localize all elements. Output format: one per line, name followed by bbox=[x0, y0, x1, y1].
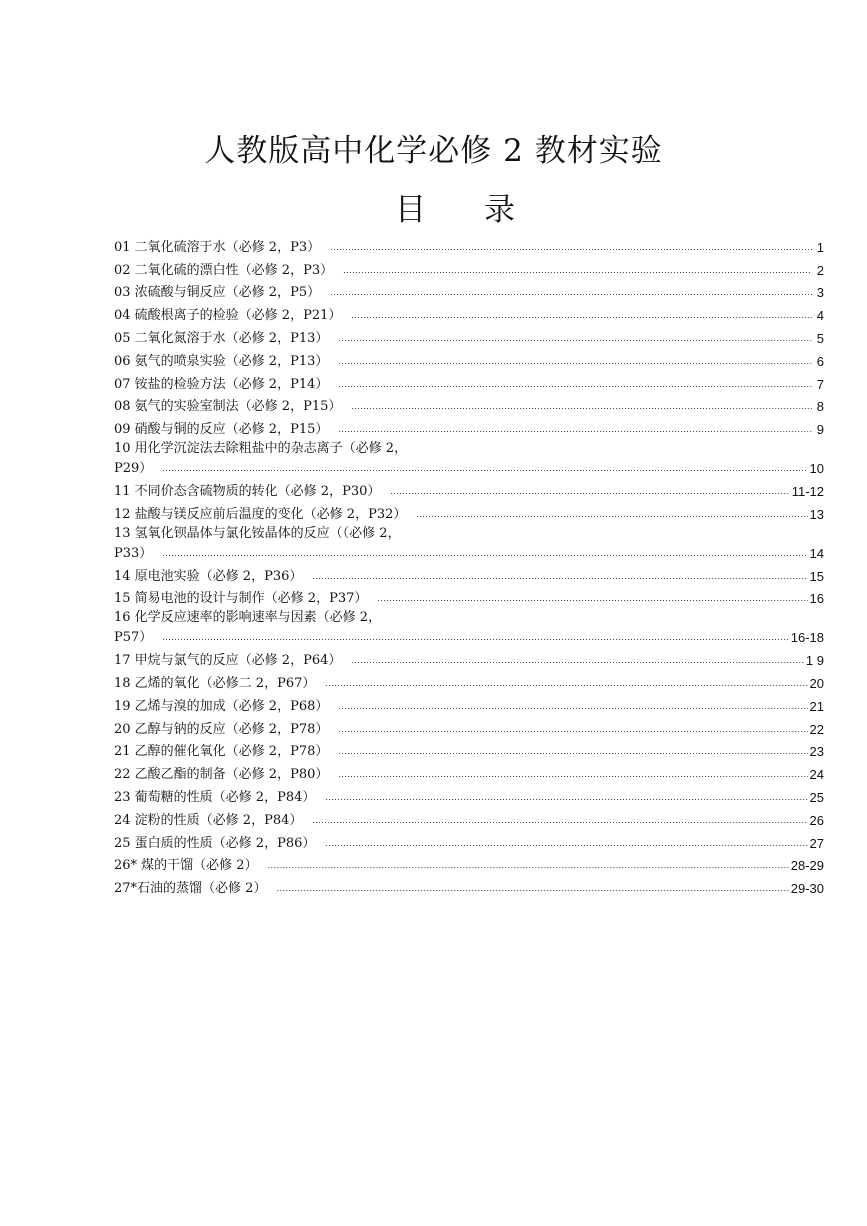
toc-heading-left: 目 bbox=[395, 192, 426, 228]
dot-leader bbox=[276, 884, 788, 896]
toc-entry-page-number: 2 bbox=[816, 262, 824, 278]
dot-leader bbox=[351, 311, 812, 323]
toc-entry-label-line1: 16 化学反应速率的影响速率与因素（必修 2， bbox=[114, 610, 382, 626]
dot-leader bbox=[330, 288, 812, 300]
dot-leader bbox=[390, 487, 789, 499]
toc-entry-label: 03 浓硫酸与铜反应（必修 2，P5） bbox=[114, 285, 321, 301]
toc-entry[interactable] bbox=[114, 323, 826, 346]
toc-entry[interactable] bbox=[114, 369, 826, 392]
dot-leader bbox=[162, 633, 788, 645]
dot-leader bbox=[351, 402, 812, 414]
dot-leader bbox=[416, 510, 807, 522]
dot-leader bbox=[338, 380, 812, 392]
dot-leader bbox=[338, 425, 812, 437]
toc-entry[interactable] bbox=[114, 759, 826, 782]
toc-entry-page-number: 23 bbox=[809, 744, 824, 760]
toc-entry-page-number: 26 bbox=[809, 812, 824, 828]
toc-entry[interactable] bbox=[114, 828, 826, 851]
toc-entry-label-line1: 13 氢氧化钡晶体与氯化铵晶体的反应（（必修 2， bbox=[114, 525, 401, 541]
toc-entry[interactable] bbox=[114, 606, 826, 645]
toc-entry-label: P33） bbox=[114, 545, 153, 561]
toc-entry[interactable] bbox=[114, 392, 826, 415]
toc-entry-label-line1: 10 用化学沉淀法去除粗盐中的杂志离子（必修 2， bbox=[114, 441, 408, 457]
page-title: 人教版高中化学必修 2 教材实验 bbox=[204, 132, 663, 169]
toc-entry-page-number: 20 bbox=[809, 675, 824, 691]
dot-leader bbox=[338, 334, 812, 346]
toc-entry[interactable] bbox=[114, 414, 826, 437]
toc-entry[interactable] bbox=[114, 476, 826, 499]
toc-entry-label: 21 乙醇的催化氧化（必修 2，P78） bbox=[114, 744, 329, 760]
toc-entry-label: 14 原电池实验（必修 2，P36） bbox=[114, 568, 303, 584]
dot-leader bbox=[162, 549, 807, 561]
toc-entry-label: 15 简易电池的设计与制作（必修 2，P37） bbox=[114, 591, 368, 607]
toc-entry-page-number: 16-18 bbox=[790, 630, 824, 646]
toc-entry-label: 23 葡萄糖的性质（必修 2，P84） bbox=[114, 789, 316, 805]
toc-entry-page-number: 11-12 bbox=[791, 483, 824, 499]
toc-entry[interactable] bbox=[114, 782, 826, 805]
dot-leader bbox=[377, 594, 807, 606]
toc-heading-right: 录 bbox=[484, 192, 515, 228]
toc-entry[interactable] bbox=[114, 232, 826, 255]
toc-entry-page-number: 4 bbox=[816, 308, 824, 324]
dot-leader bbox=[312, 572, 807, 584]
toc-entry-label: 09 硝酸与铜的反应（必修 2，P15） bbox=[114, 422, 329, 438]
toc-entry-page-number: 28-29 bbox=[790, 858, 824, 874]
toc-entry-page-number: 1 bbox=[816, 239, 824, 255]
toc-entry-label: 18 乙烯的氧化（必修二 2，P67） bbox=[114, 675, 316, 691]
toc-entry-label: 01 二氧化硫溶于水（必修 2，P3） bbox=[114, 239, 321, 255]
toc-entry-label: 26* 煤的干馏（必修 2） bbox=[114, 858, 258, 874]
toc-entry-page-number: 25 bbox=[809, 789, 824, 805]
toc-entry-page-number: 21 bbox=[809, 698, 824, 714]
toc-entry-page-number: 6 bbox=[816, 353, 824, 369]
toc-entry-label: 17 甲烷与氯气的反应（必修 2，P64） bbox=[114, 653, 342, 669]
toc-entry-label: 24 淀粉的性质（必修 2，P84） bbox=[114, 812, 303, 828]
toc-heading bbox=[0, 184, 867, 229]
toc-entry[interactable] bbox=[114, 737, 826, 760]
toc-entry[interactable] bbox=[114, 645, 826, 668]
dot-leader bbox=[338, 702, 807, 714]
toc-entry-label: 07 铵盐的检验方法（必修 2，P14） bbox=[114, 376, 329, 392]
toc-entry[interactable] bbox=[114, 873, 826, 896]
toc-entry-page-number: 22 bbox=[809, 721, 824, 737]
dot-leader bbox=[343, 266, 812, 278]
toc-entry-page-number: 8 bbox=[816, 399, 824, 415]
dot-leader bbox=[325, 679, 807, 691]
toc-entry-label: 11 不同价态含硫物质的转化（必修 2，P30） bbox=[114, 483, 381, 499]
toc-entry-label: 22 乙酸乙酯的制备（必修 2，P80） bbox=[114, 767, 329, 783]
toc-entry[interactable] bbox=[114, 851, 826, 874]
dot-leader bbox=[312, 816, 807, 828]
table-of-contents bbox=[114, 232, 826, 896]
toc-entry-page-number: 15 bbox=[809, 568, 824, 584]
toc-entry-label: 08 氨气的实验室制法（必修 2，P15） bbox=[114, 399, 342, 415]
toc-entry[interactable] bbox=[114, 805, 826, 828]
toc-entry[interactable] bbox=[114, 346, 826, 369]
toc-entry-label: 05 二氧化氮溶于水（必修 2，P13） bbox=[114, 330, 329, 346]
toc-entry[interactable] bbox=[114, 255, 826, 278]
dot-leader bbox=[338, 357, 812, 369]
dot-leader bbox=[162, 464, 807, 476]
toc-entry-page-number: 24 bbox=[809, 767, 824, 783]
dot-leader bbox=[338, 770, 807, 782]
toc-entry[interactable] bbox=[114, 561, 826, 584]
toc-entry[interactable] bbox=[114, 499, 826, 522]
dot-leader bbox=[268, 861, 789, 873]
dot-leader bbox=[325, 793, 807, 805]
toc-entry[interactable] bbox=[114, 522, 826, 561]
toc-entry[interactable] bbox=[114, 714, 826, 737]
toc-entry-label: 27*石油的蒸馏（必修 2） bbox=[114, 881, 267, 897]
toc-entry[interactable] bbox=[114, 300, 826, 323]
toc-entry[interactable] bbox=[114, 584, 826, 607]
dot-leader bbox=[338, 747, 807, 759]
toc-entry-page-number: 29-30 bbox=[790, 881, 824, 897]
toc-entry-label: P29） bbox=[114, 461, 153, 477]
toc-entry-page-number: 5 bbox=[816, 330, 824, 346]
toc-entry[interactable] bbox=[114, 691, 826, 714]
toc-entry[interactable] bbox=[114, 278, 826, 301]
toc-entry-page-number: 7 bbox=[816, 376, 824, 392]
toc-entry-label: 20 乙醇与钠的反应（必修 2，P78） bbox=[114, 721, 329, 737]
toc-entry-page-number: 3 bbox=[816, 285, 824, 301]
toc-entry[interactable] bbox=[114, 437, 826, 476]
toc-entry[interactable] bbox=[114, 668, 826, 691]
toc-entry-page-number: 27 bbox=[809, 835, 824, 851]
toc-entry-page-number: 13 bbox=[809, 506, 824, 522]
toc-entry-label: 12 盐酸与镁反应前后温度的变化（必修 2，P32） bbox=[114, 506, 407, 522]
dot-leader bbox=[351, 656, 804, 668]
toc-entry-page-number: 1 9 bbox=[805, 653, 824, 669]
toc-entry-label: 06 氨气的喷泉实验（必修 2，P13） bbox=[114, 353, 329, 369]
dot-leader bbox=[338, 725, 807, 737]
toc-entry-label: 25 蛋白质的性质（必修 2，P86） bbox=[114, 835, 316, 851]
dot-leader bbox=[325, 839, 807, 851]
toc-entry-page-number: 10 bbox=[809, 461, 824, 477]
toc-entry-page-number: 14 bbox=[809, 545, 824, 561]
toc-entry-label: 02 二氧化硫的漂白性（必修 2，P3） bbox=[114, 262, 334, 278]
toc-entry-page-number: 9 bbox=[816, 422, 824, 438]
toc-entry-label: 19 乙烯与溴的加成（必修 2，P68） bbox=[114, 698, 329, 714]
toc-entry-page-number: 16 bbox=[809, 591, 824, 607]
toc-entry-label: P57） bbox=[114, 630, 153, 646]
dot-leader bbox=[330, 243, 812, 255]
toc-entry-label: 04 硫酸根离子的检验（必修 2，P21） bbox=[114, 308, 342, 324]
